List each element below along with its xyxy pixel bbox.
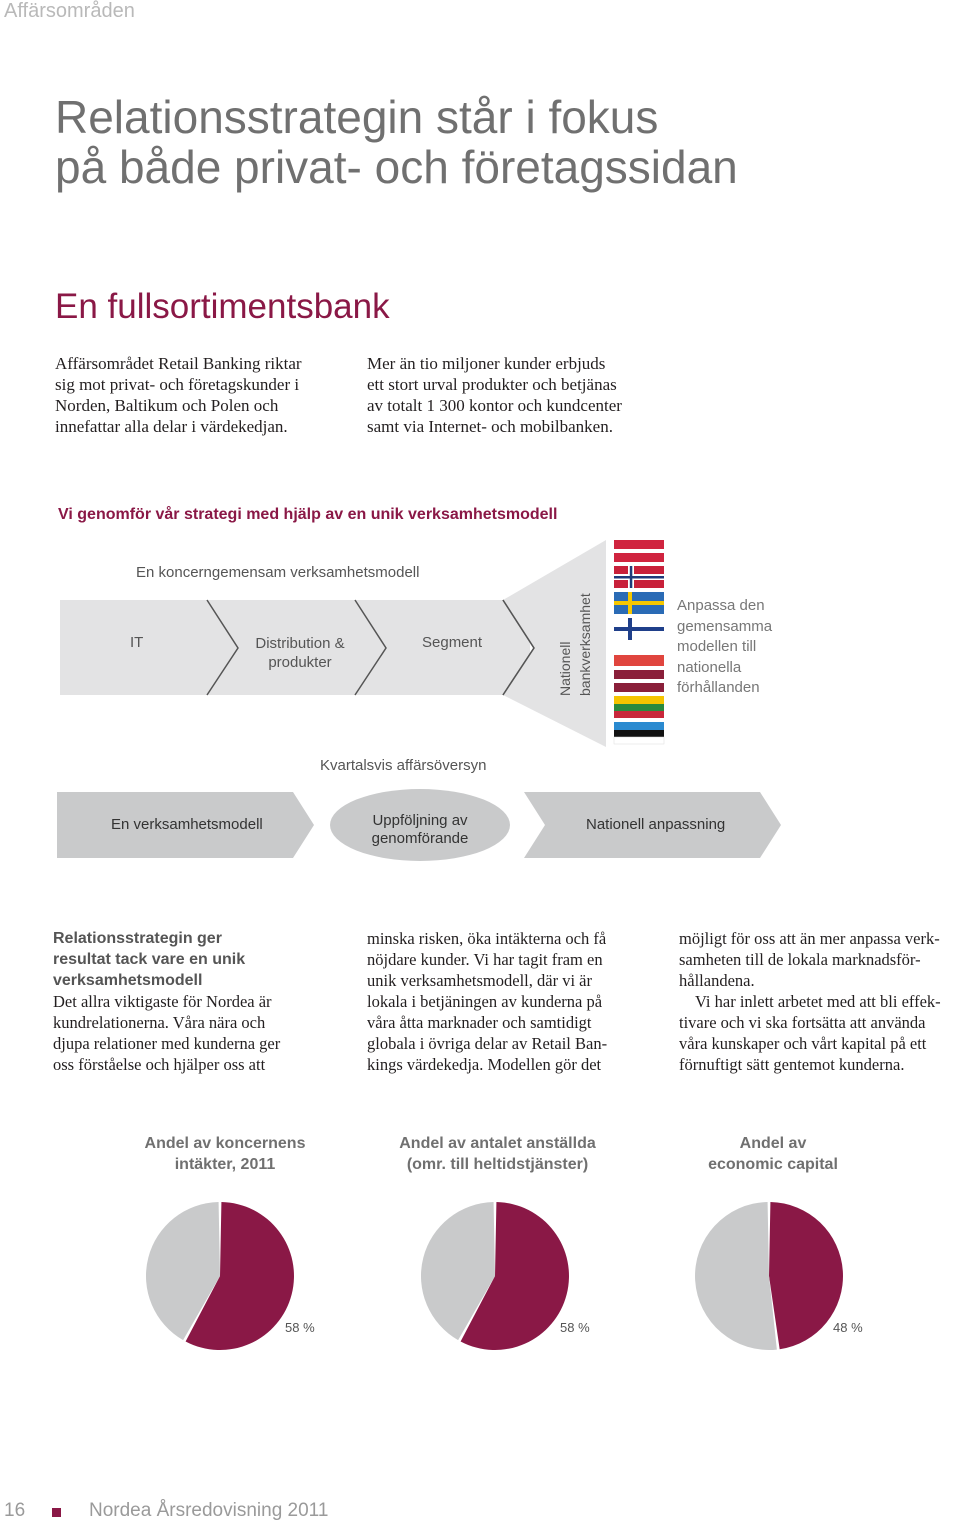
flag-norway	[614, 566, 664, 588]
intro-right	[367, 353, 622, 437]
step-segment: Segment	[422, 634, 483, 651]
pie-label-employees: 58 %	[560, 1320, 590, 1335]
pie-title-employees	[370, 1133, 625, 1175]
body-line: våra åtta marknader och samtidigt	[367, 1013, 592, 1032]
flow-mid-line: genomförande	[371, 830, 469, 847]
page-title-line-2: på både privat- och företagssidan	[55, 141, 738, 193]
body-heading-line: resultat tack vare en unik	[53, 951, 246, 968]
flag-estonia	[614, 722, 664, 744]
page-number: 16	[4, 1500, 26, 1521]
adapt-line: modellen till	[677, 638, 757, 655]
section-label: Affärsområden	[4, 0, 135, 22]
body-column-3	[679, 928, 960, 1075]
pie-title-line: (omr. till heltidstjänster)	[406, 1156, 589, 1173]
intro-left-line: innefattar alla delar i värdekedjan.	[55, 417, 288, 436]
body-column-1	[53, 928, 343, 1075]
page-title-line-1: Relationsstrategin står i fokus	[55, 91, 659, 143]
adapt-line: gemensamma	[677, 617, 773, 635]
quarterly-label: Kvartalsvis affärsöversyn	[320, 757, 487, 774]
adapt-line: nationella	[677, 658, 742, 676]
group-label: En koncerngemensam verksamhetsmodell	[136, 564, 420, 581]
pie-slice-rest	[695, 1202, 777, 1350]
body-heading-line: Relationsstrategin ger	[53, 930, 222, 947]
pie-label-revenue: 58 %	[285, 1320, 315, 1335]
intro-right-line: samt via Internet- och mobilbanken.	[367, 417, 613, 436]
flag-poland	[614, 644, 664, 666]
intro-right-line: Mer än tio miljoner kunder erbjuds	[367, 354, 606, 373]
body-line: globala i övriga delar av Retail Ban-	[367, 1034, 608, 1053]
flag-latvia	[614, 670, 664, 692]
body-line: oss förståelse och hjälper oss att	[53, 1055, 266, 1074]
flow-mid-line: Uppföljning av	[372, 812, 468, 829]
body-line: hållandena.	[679, 971, 755, 990]
flag-sweden	[614, 592, 664, 614]
body-line: minska risken, öka intäkterna och få	[367, 929, 607, 948]
flow-mid-label	[345, 812, 495, 848]
pie-chart-capital	[689, 1198, 849, 1354]
footer-square-icon	[52, 1508, 61, 1517]
pie-chart-employees	[415, 1198, 575, 1354]
adapt-text	[677, 596, 772, 699]
body-column-2	[367, 928, 657, 1075]
intro-left-line: Affärsområdet Retail Banking riktar	[55, 354, 302, 373]
intro-right-line: ett stort urval produkter och betjänas	[367, 375, 617, 394]
flow-left-label: En verksamhetsmodell	[111, 816, 263, 833]
pie-slice-share	[769, 1202, 843, 1349]
pie-title-line: economic capital	[708, 1156, 838, 1173]
step-distribution-line: produkter	[268, 654, 332, 671]
intro-left-line: Norden, Baltikum och Polen och	[55, 396, 279, 415]
step-distribution	[240, 634, 360, 672]
pie-title-line: Andel av	[739, 1135, 807, 1152]
diagram-title: Vi genomför vår strategi med hjälp av en unik verksamhetsmodell	[58, 506, 558, 523]
body-line: förnuftigt sätt gentemot kunderna.	[679, 1055, 905, 1074]
pie-label-capital: 48 %	[833, 1320, 863, 1335]
adapt-line: Anpassa den	[677, 597, 765, 614]
national-banking-line: Nationell	[557, 641, 573, 696]
pie-title-revenue	[115, 1133, 335, 1175]
national-banking-label	[555, 556, 599, 696]
body-line: kings värdekedja. Modellen gör det	[367, 1055, 602, 1074]
flag-denmark	[614, 540, 664, 562]
flow-right-label: Nationell anpassning	[586, 816, 726, 833]
body-line: våra kunskaper och vårt kapital på ett	[679, 1034, 927, 1053]
step-distribution-line: Distribution &	[255, 635, 345, 652]
footer-publication: Nordea Årsredovisning 2011	[89, 1500, 329, 1521]
pie-title-line: intäkter, 2011	[174, 1156, 276, 1173]
adapt-line: förhållanden	[677, 679, 760, 696]
step-it: IT	[130, 634, 144, 651]
body-line: Det allra viktigaste för Nordea är	[53, 992, 272, 1011]
body-line: djupa relationer med kunderna ger	[53, 1034, 281, 1053]
intro-left	[55, 353, 302, 437]
pie-title-line: Andel av koncernens	[144, 1135, 306, 1152]
page-title	[55, 92, 738, 192]
pie-chart-revenue	[140, 1198, 300, 1354]
intro-left-line: sig mot privat- och företagskunder i	[55, 375, 300, 394]
body-line: Vi har inlett arbetet med att bli effek-	[695, 992, 941, 1011]
body-line: nöjdare kunder. Vi har tagit fram en	[367, 950, 603, 969]
body-line: samheten till de lokala marknadsför-	[679, 950, 921, 969]
pie-title-capital	[673, 1133, 873, 1175]
section-subtitle: En fullsortimentsbank	[55, 287, 390, 326]
body-line: möjligt för oss att än mer anpassa verk-	[679, 929, 940, 948]
body-line: kundrelationerna. Våra nära och	[53, 1013, 266, 1032]
body-heading-line: verksamhetsmodell	[53, 972, 203, 989]
body-line: tivare och vi ska fortsätta att använda	[679, 1013, 926, 1032]
flag-lithuania	[614, 696, 664, 718]
intro-right-line: av totalt 1 300 kontor och kundcenter	[367, 396, 622, 415]
body-line: lokala i betjäningen av kunderna på	[367, 992, 603, 1011]
body-line: unik verksamhetsmodell, där vi är	[367, 971, 592, 990]
pie-title-line: Andel av antalet anställda	[399, 1135, 596, 1152]
flag-finland	[614, 618, 664, 640]
national-banking-line: bankverksamhet	[577, 593, 593, 696]
